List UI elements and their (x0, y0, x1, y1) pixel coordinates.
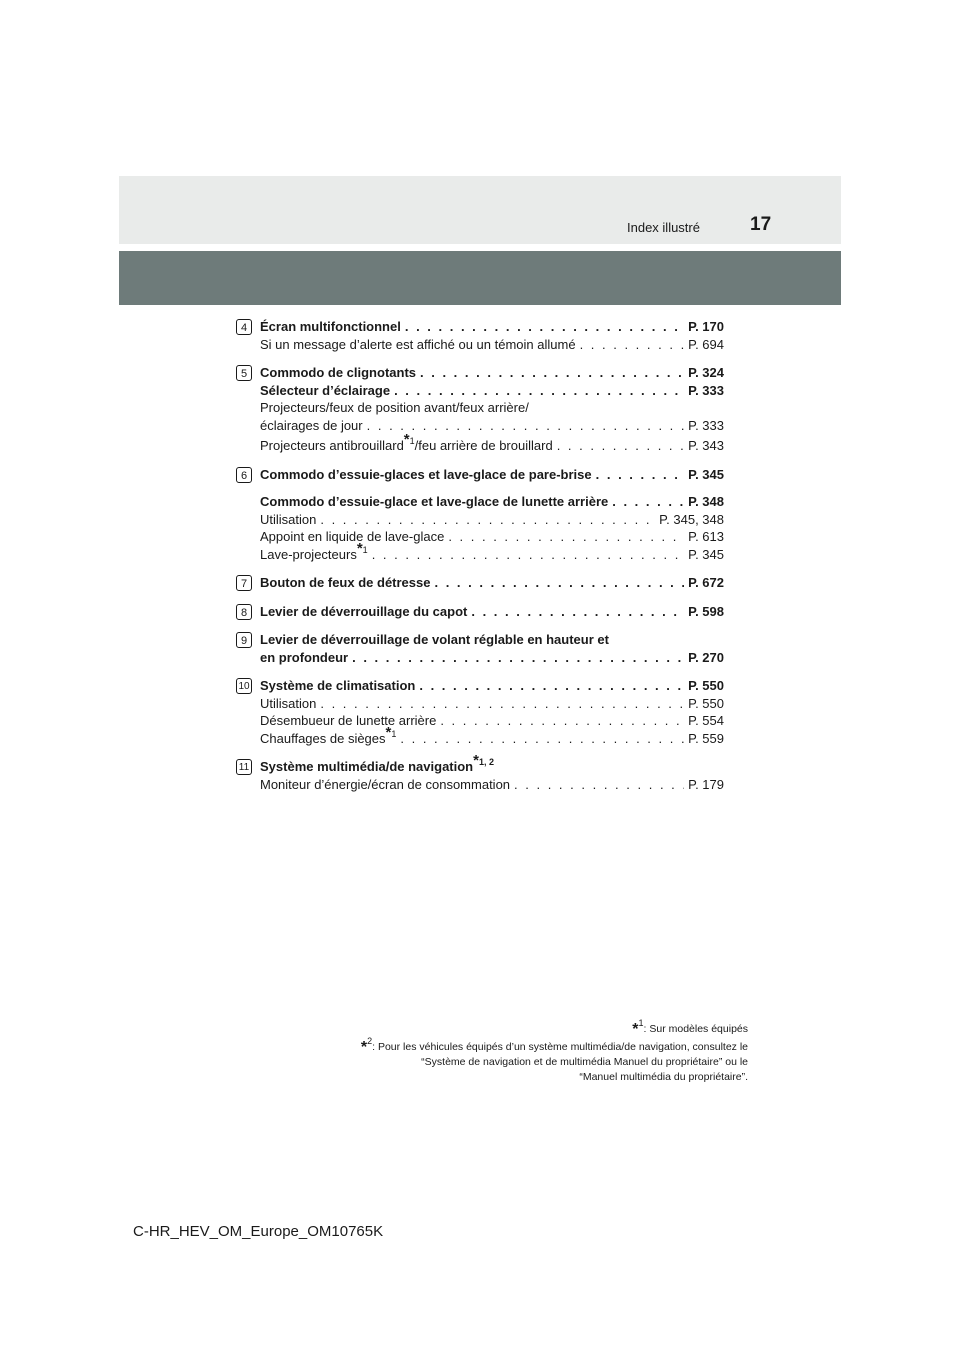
index-entry-8 (236, 603, 724, 621)
page-reference: P. 333 (688, 382, 724, 398)
footnote-2: *$^2$: Pour les véhicules équipés d’un système multimédia/de navigation, consultez le “Système de navigation et de multimédia Manuel du propriétaire” ou le “Manuel multimédia du propriétaire”. (360, 1036, 748, 1083)
page-reference: P. 343 (688, 438, 724, 453)
page-reference: P. 270 (688, 649, 724, 665)
page-reference: P. 170 (688, 319, 724, 334)
item-number-badge: 4 (236, 319, 252, 335)
item-number-badge: 10 (236, 678, 252, 694)
index-line[interactable]: Sélecteur d’éclairage . . . P. 333 (260, 382, 724, 400)
index-line[interactable]: Utilisation . . . P. 550 (260, 695, 724, 713)
index-line[interactable]: Projecteurs antibrouillard$^{*1}$/feu arrière de brouillard . . . P. 343 (260, 437, 724, 455)
index-line[interactable]: Lave-projecteurs$^{*1}$ . . . P. 345 (260, 546, 724, 564)
index-entry-9 (236, 631, 724, 666)
index-line[interactable]: Écran multifonctionnel . . . P. 170 (260, 318, 724, 336)
index-line: Levier de déverrouillage de volant réglable en hauteur et (260, 632, 609, 647)
page-reference: P. 598 (688, 603, 724, 619)
page-reference: P. 559 (688, 730, 724, 746)
index-line[interactable]: Commodo de clignotants . . . P. 324 (260, 364, 724, 382)
asterisk-icon: * (632, 1021, 639, 1038)
index-entry-6 (236, 466, 724, 564)
index-line[interactable]: Commodo d’essuie-glaces et lave-glace de pare-brise . . . P. 345 (260, 466, 724, 484)
document-code: C-HR_HEV_OM_Europe_OM10765K (133, 1223, 384, 1240)
index-entry-11 (236, 752, 724, 793)
index-entry-5 (236, 364, 724, 455)
page-reference: P. 333 (688, 417, 724, 433)
header-band (119, 176, 841, 244)
page-reference: P. 345 (688, 466, 724, 482)
item-number-badge: 11 (236, 759, 252, 775)
item-number-badge: 7 (236, 575, 252, 591)
index-line[interactable]: Désembueur de lunette arrière . . . P. 554 (260, 712, 724, 730)
index-line[interactable]: Utilisation . . . P. 345, 348 (260, 511, 724, 529)
header-bar (119, 251, 841, 305)
index-content (236, 318, 724, 799)
page-reference: P. 345, 348 (659, 511, 724, 527)
index-line[interactable]: Levier de déverrouillage du capot . . . P. 598 (260, 603, 724, 621)
index-entry-10 (236, 677, 724, 747)
page-reference: P. 345 (688, 546, 724, 562)
item-number-badge: 9 (236, 632, 252, 648)
asterisk-icon: * (403, 431, 410, 448)
page-number: 17 (750, 214, 772, 235)
item-number-badge: 5 (236, 365, 252, 381)
page-reference: P. 550 (688, 695, 724, 711)
index-line: Système multimédia/de navigation$^{*1, 2}$ (260, 752, 494, 774)
index-line[interactable]: Si un message d’alerte est affiché ou un témoin allumé . . . P. 694 (260, 336, 724, 354)
page-reference: P. 550 (688, 678, 724, 693)
section-title: Index illustré (627, 220, 700, 235)
asterisk-icon: * (473, 752, 479, 769)
item-number-badge: 6 (236, 467, 252, 483)
footnotes (228, 1018, 748, 1088)
page-reference: P. 179 (688, 776, 724, 792)
page-reference: P. 613 (688, 529, 724, 544)
index-line[interactable]: Appoint en liquide de lave-glace . . . P. 613 (260, 528, 724, 546)
page-reference: P. 348 (688, 494, 724, 509)
index-line: Projecteurs/feux de position avant/feux arrière/ (260, 400, 529, 415)
index-line[interactable]: en profondeur . . . P. 270 (260, 649, 724, 667)
index-entry-7 (236, 574, 724, 592)
index-line[interactable]: Système de climatisation . . . P. 550 (260, 677, 724, 695)
index-entry-4 (236, 318, 724, 353)
item-number-badge: 8 (236, 604, 252, 620)
index-line[interactable]: Moniteur d’énergie/écran de consommation . . . P. 179 (260, 776, 724, 794)
asterisk-icon: * (360, 1039, 368, 1056)
index-line[interactable]: Commodo d’essuie-glace et lave-glace de lunette arrière . . . P. 348 (260, 493, 724, 511)
footnote-1: *$^1$: Sur modèles équipés (632, 1018, 748, 1038)
page-reference: P. 672 (688, 575, 724, 590)
index-line[interactable]: éclairages de jour . . . P. 333 (260, 417, 724, 435)
index-line[interactable]: Bouton de feux de détresse . . . P. 672 (260, 574, 724, 592)
asterisk-icon: * (385, 723, 392, 741)
page-reference: P. 554 (688, 713, 724, 728)
asterisk-icon: * (356, 539, 363, 557)
page-reference: P. 324 (688, 365, 724, 380)
index-line[interactable]: Chauffages de sièges$^{*1}$ . . . P. 559 (260, 730, 724, 748)
page-reference: P. 694 (688, 336, 724, 352)
